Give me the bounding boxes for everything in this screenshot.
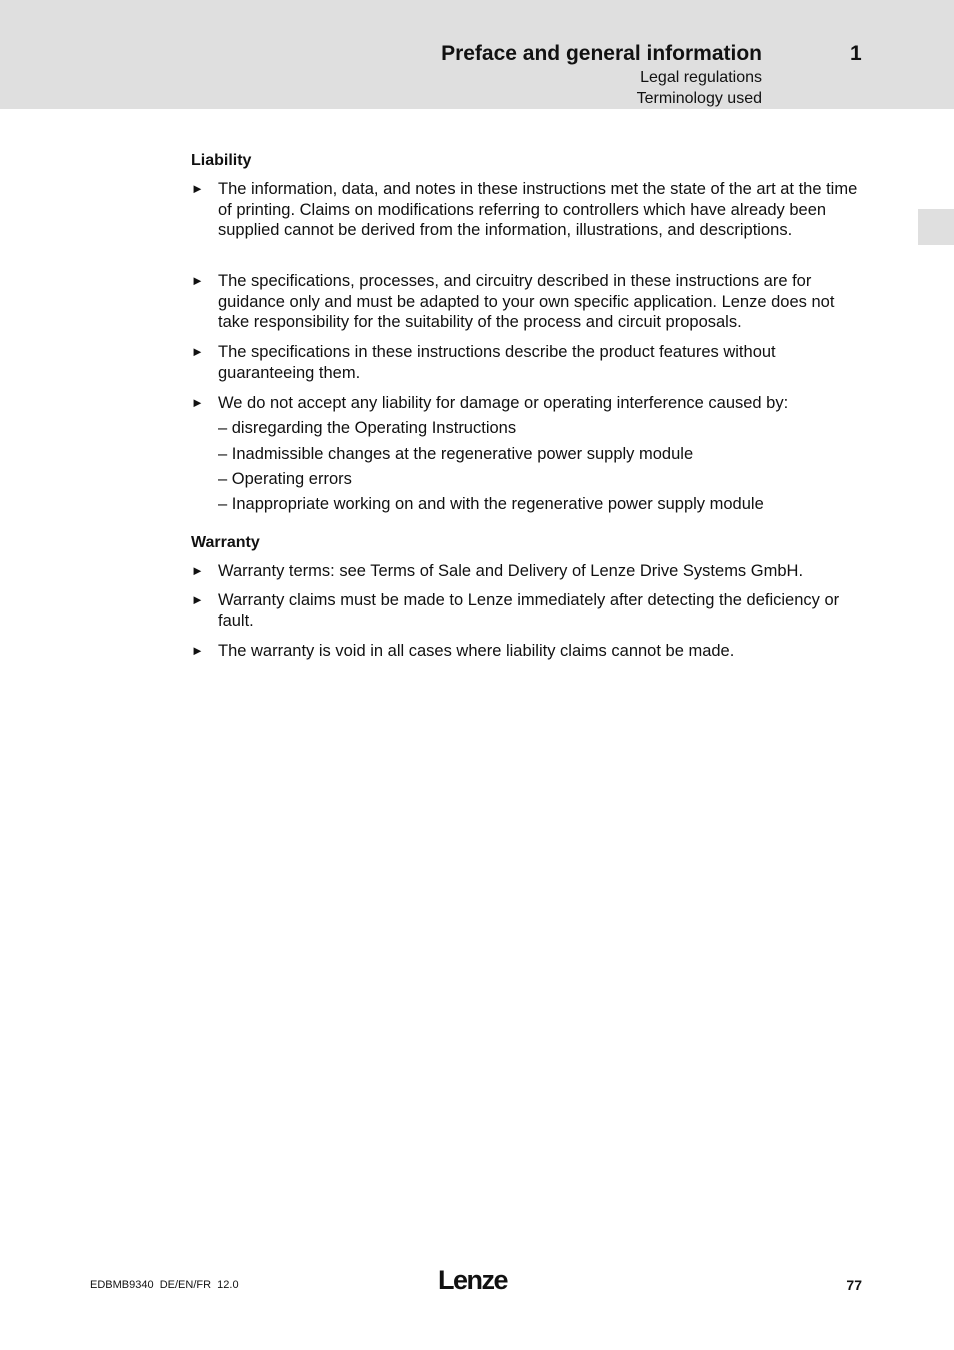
chapter-number: 1 [850,42,862,65]
warranty-heading: Warranty [191,534,260,551]
liability-item-text: The specifications, processes, and circuitry described in these instructions are for guidance only and must be adapted to your own specific application. Lenze does not take responsibility for the suitability of the process and circuit proposals. [218,272,835,332]
chapter-title: Preface and general information [441,42,762,65]
lenze-logo: Lenze [438,1265,508,1295]
bullet-arrow-icon: ► [191,273,204,288]
bullet-arrow-icon: ► [191,344,204,359]
bullet-arrow-icon: ► [191,181,204,196]
liability-item [191,179,863,241]
liability-heading: Liability [191,152,252,169]
warranty-item-text: Warranty terms: see Terms of Sale and Delivery of Lenze Drive Systems GmbH. [218,562,804,580]
liability-item [191,342,863,383]
liability-item [191,271,863,333]
liability-sub-item: – disregarding the Operating Instructions [218,419,517,437]
warranty-item [191,561,863,582]
warranty-item-text: Warranty claims must be made to Lenze immediately after detecting the deficiency or fault. [218,591,840,630]
warranty-item [191,641,863,662]
liability-item-text: The information, data, and notes in these instructions met the state of the art at the time of printing. Claims on modifications referring to controllers which have already been supplied cannot be derived from the information, illustrations, and descriptions. [218,180,858,240]
page-number: 77 [846,1277,862,1293]
chapter-side-tab [918,209,954,245]
bullet-arrow-icon: ► [191,563,204,578]
liability-sub-item: – Inappropriate working on and with the regenerative power supply module [218,495,764,513]
liability-item-text: We do not accept any liability for damage or operating interference caused by: [218,394,789,412]
liability-sub-item: – Inadmissible changes at the regenerative power supply module [218,445,694,463]
liability-sub-item: – Operating errors [218,470,352,488]
document-id: EDBMB9340 DE/EN/FR 12.0 [90,1279,239,1291]
warranty-item-text: The warranty is void in all cases where liability claims cannot be made. [218,642,735,660]
section-subtitle-legal: Legal regulations [640,69,762,86]
bullet-arrow-icon: ► [191,643,204,658]
bullet-arrow-icon: ► [191,395,204,410]
bullet-arrow-icon: ► [191,592,204,607]
section-subtitle-terminology: Terminology used [636,90,762,107]
liability-item [191,393,863,414]
liability-item-text: The specifications in these instructions describe the product features without guaranteeing them. [218,343,776,382]
warranty-item [191,590,863,631]
